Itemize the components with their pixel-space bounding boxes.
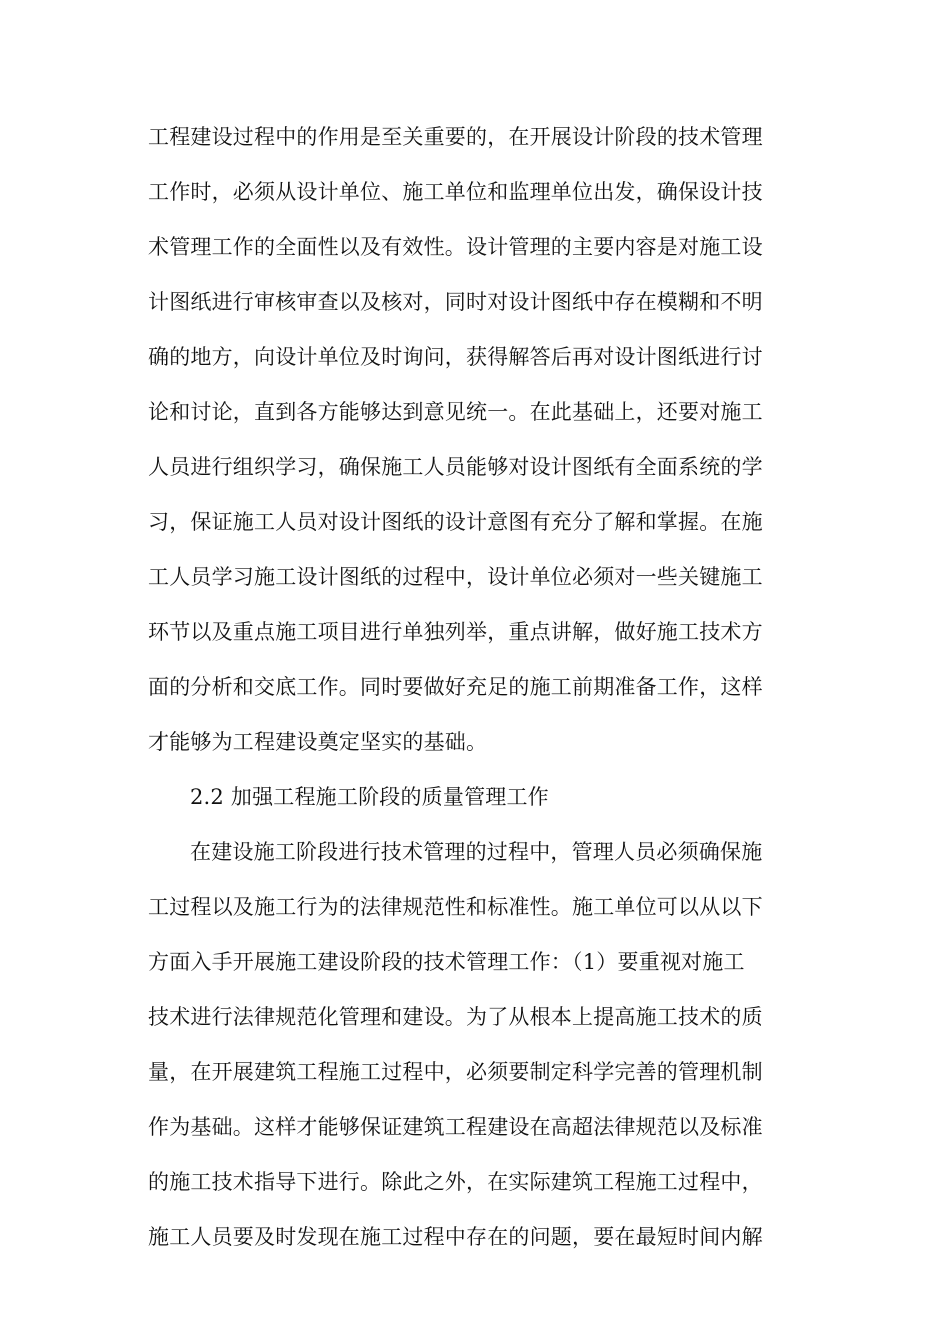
paragraph-2-line: 的施工技术指导下进行。除此之外，在实际建筑工程施工过程中， <box>148 1170 763 1194</box>
paragraph-2-line: 技术进行法律规范化管理和建设。为了从根本上提高施工技术的质 <box>148 1005 763 1029</box>
paragraph-1-line: 环节以及重点施工项目进行单独列举，重点讲解，做好施工技术方 <box>148 620 763 644</box>
paragraph-1-line: 人员进行组织学习，确保施工人员能够对设计图纸有全面系统的学 <box>148 455 763 479</box>
paragraph-2-line: 施工人员要及时发现在施工过程中存在的问题，要在最短时间内解 <box>148 1225 763 1249</box>
paragraph-2-line: 在建设施工阶段进行技术管理的过程中，管理人员必须确保施 <box>190 840 763 864</box>
paragraph-1-line: 才能够为工程建设奠定坚实的基础。 <box>148 730 488 754</box>
paragraph-1-line: 确的地方，向设计单位及时询问，获得解答后再对设计图纸进行讨 <box>148 345 763 369</box>
paragraph-2-line: 量，在开展建筑工程施工过程中，必须要制定科学完善的管理机制 <box>148 1060 763 1084</box>
paragraph-1-line: 面的分析和交底工作。同时要做好充足的施工前期准备工作，这样 <box>148 675 763 699</box>
paragraph-1-line: 计图纸进行审核审查以及核对，同时对设计图纸中存在模糊和不明 <box>148 290 763 314</box>
paragraph-1-line: 论和讨论，直到各方能够达到意见统一。在此基础上，还要对施工 <box>148 400 763 424</box>
section-heading: 2.2 加强工程施工阶段的质量管理工作 <box>190 785 549 809</box>
paragraph-1-line: 习，保证施工人员对设计图纸的设计意图有充分了解和掌握。在施 <box>148 510 763 534</box>
paragraph-2-line: 作为基础。这样才能够保证建筑工程建设在高超法律规范以及标准 <box>148 1115 763 1139</box>
paragraph-1-line: 工程建设过程中的作用是至关重要的，在开展设计阶段的技术管理 <box>148 125 763 149</box>
paragraph-1-line: 术管理工作的全面性以及有效性。设计管理的主要内容是对施工设 <box>148 235 763 259</box>
paragraph-2-line: 工过程以及施工行为的法律规范性和标准性。施工单位可以从以下 <box>148 895 763 919</box>
paragraph-1-line: 工作时，必须从设计单位、施工单位和监理单位出发，确保设计技 <box>148 180 763 204</box>
paragraph-2-line: 方面入手开展施工建设阶段的技术管理工作：（1）要重视对施工 <box>148 950 745 974</box>
paragraph-1-line: 工人员学习施工设计图纸的过程中，设计单位必须对一些关键施工 <box>148 565 763 589</box>
